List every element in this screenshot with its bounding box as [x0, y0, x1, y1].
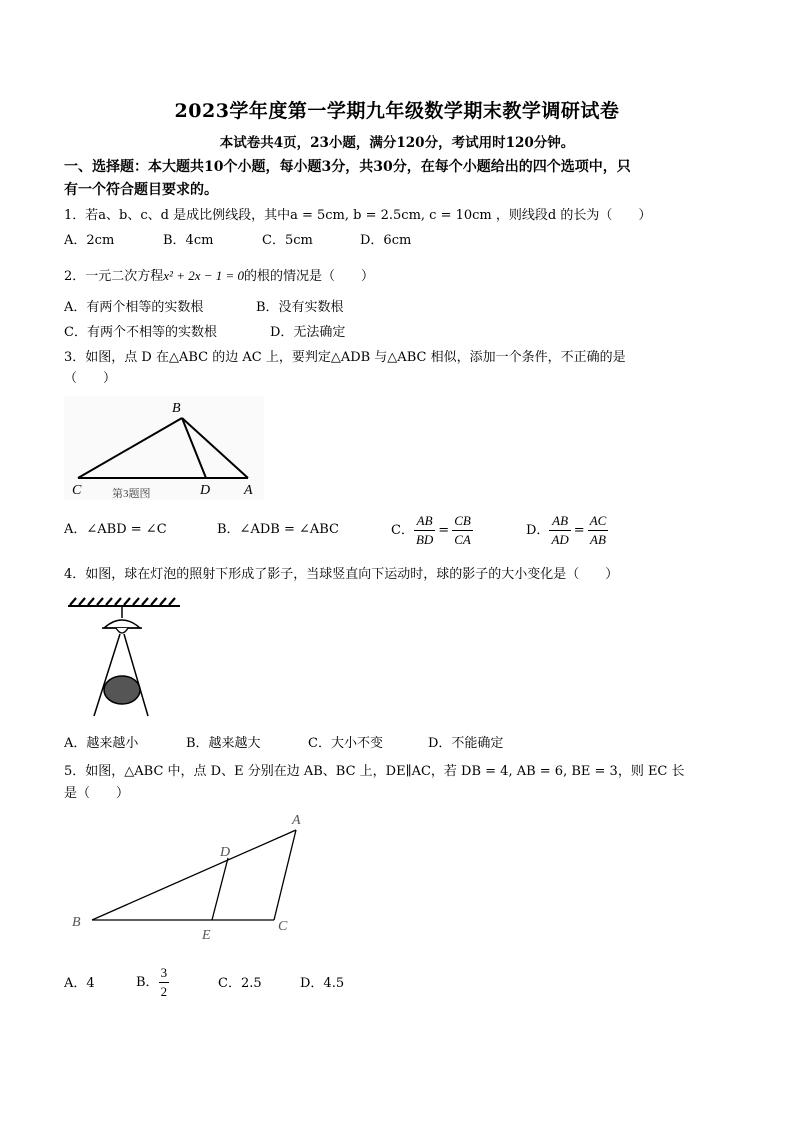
q5-option-b: [136, 964, 169, 1001]
q4-bulb-icon: [116, 628, 128, 633]
q1-option-c: C．5cm: [262, 233, 313, 248]
q3-figure-bg: [64, 396, 264, 500]
q4-text: 4．如图，球在灯泡的照射下形成了影子，当球竖直向下运动时，球的影子的大小变化是（ ）: [64, 567, 619, 582]
q4-ceiling-hatch: [70, 598, 175, 605]
q5-edge-ba: [92, 830, 296, 920]
q2-option-c: C．有两个不相等的实数根: [64, 325, 217, 340]
q3-label-b: B: [172, 401, 181, 416]
q3-option-b: B．∠ADB = ∠ABC: [217, 522, 339, 537]
q2-option-d: D．无法确定: [270, 325, 346, 340]
q1-option-b: B．4cm: [163, 233, 214, 248]
q1-text: 1．若a、b、c、d 是成比例线段，其中a = 5cm, b = 2.5cm, c = 10cm ，则线段d 的长为（ ）: [64, 208, 652, 223]
q4-option-a: A．越来越小: [64, 736, 139, 751]
q3-option-d-frac2: [588, 512, 609, 549]
q3-option-c-frac2: [452, 512, 473, 549]
q2-text: [64, 266, 744, 287]
q5-option-c: C．2.5: [218, 976, 262, 991]
section-heading-line2: 有一个符合题目要求的。: [64, 182, 218, 198]
q4-option-b: B．越来越大: [186, 736, 261, 751]
q2-option-a: A．有两个相等的实数根: [64, 300, 204, 315]
q5-option-a: A．4: [64, 976, 95, 991]
q4-option-d: D．不能确定: [428, 736, 504, 751]
q3-text-line1: 3．如图，点 D 在△ABC 的边 AC 上，要判定△ADB 与△ABC 相似，添加一个条件，不正确的是: [64, 350, 626, 365]
q5-label-a: A: [292, 813, 301, 828]
q3-d-den2: AB: [590, 532, 606, 547]
q1-option-d: D．6cm: [360, 233, 412, 248]
q3-option-d-prefix: D．: [526, 522, 550, 538]
q4-lamp-figure: [64, 596, 184, 722]
q5-option-b-frac: [159, 964, 170, 1001]
q3-label-d: D: [200, 483, 211, 498]
q3-triangle-figure: [64, 396, 264, 500]
q3-c-den2: CA: [454, 532, 471, 547]
q2-option-b: B．没有实数根: [256, 300, 344, 315]
q3-option-d-eq: =: [573, 522, 585, 538]
q3-c-num1: AB: [414, 512, 435, 531]
q5-b-den: 2: [160, 984, 168, 999]
q4-lamp-shade: [104, 620, 140, 628]
q5-text-line2: 是（ ）: [64, 786, 130, 801]
q5-triangle-figure: [64, 806, 314, 946]
q4-ball: [104, 676, 140, 704]
q3-option-d-frac1: [549, 512, 570, 549]
q3-figure-caption: 第3题图: [112, 488, 151, 500]
q3-option-c-eq: =: [438, 522, 450, 538]
q3-label-c: C: [72, 483, 82, 498]
q3-c-den1: BD: [415, 532, 434, 547]
q5-label-b: B: [72, 915, 81, 930]
q3-d-num2: AC: [588, 512, 609, 531]
q5-b-num: 3: [159, 964, 170, 983]
q5-option-b-prefix: B．: [136, 974, 159, 990]
q5-label-d: D: [220, 845, 231, 860]
q3-c-num2: CB: [452, 512, 473, 531]
q3-d-num1: AB: [549, 512, 570, 531]
q2-equation: x² + 2x − 1 = 0: [163, 268, 245, 283]
q3-option-a: A．∠ABD = ∠C: [64, 522, 167, 537]
q5-edge-ac: [274, 830, 296, 920]
q3-text-line2: （ ）: [64, 371, 117, 386]
q5-edge-de: [212, 858, 228, 920]
exam-subtitle: 本试卷共4页，23小题，满分120分，考试用时120分钟。: [219, 135, 575, 151]
q2-text-pre: 2．一元二次方程: [64, 269, 164, 284]
q5-text-line1: 5．如图，△ABC 中，点 D、E 分别在边 AB、BC 上，DE∥AC，若 DB = 4, AB = 6, BE = 3，则 EC 长: [64, 764, 685, 779]
q3-option-c-prefix: C．: [391, 522, 414, 538]
q3-option-c-frac1: [414, 512, 435, 549]
q3-label-a: A: [244, 483, 253, 498]
q5-label-e: E: [202, 928, 211, 943]
q5-option-d: D．4.5: [300, 976, 345, 991]
q3-option-d: [526, 512, 608, 549]
q4-option-c: C．大小不变: [308, 736, 383, 751]
q3-option-c: [391, 512, 473, 549]
q1-option-a: A．2cm: [64, 233, 115, 248]
q3-d-den1: AD: [551, 532, 569, 547]
section-heading-line1: 一、选择题：本大题共10个小题，每小题3分，共30分，在每个小题给出的四个选项中，只: [64, 159, 631, 175]
q2-text-post: 的根的情况是（ ）: [244, 269, 375, 284]
exam-title: 2023学年度第一学期九年级数学期末教学调研试卷: [174, 100, 620, 122]
q5-label-c: C: [278, 919, 288, 934]
